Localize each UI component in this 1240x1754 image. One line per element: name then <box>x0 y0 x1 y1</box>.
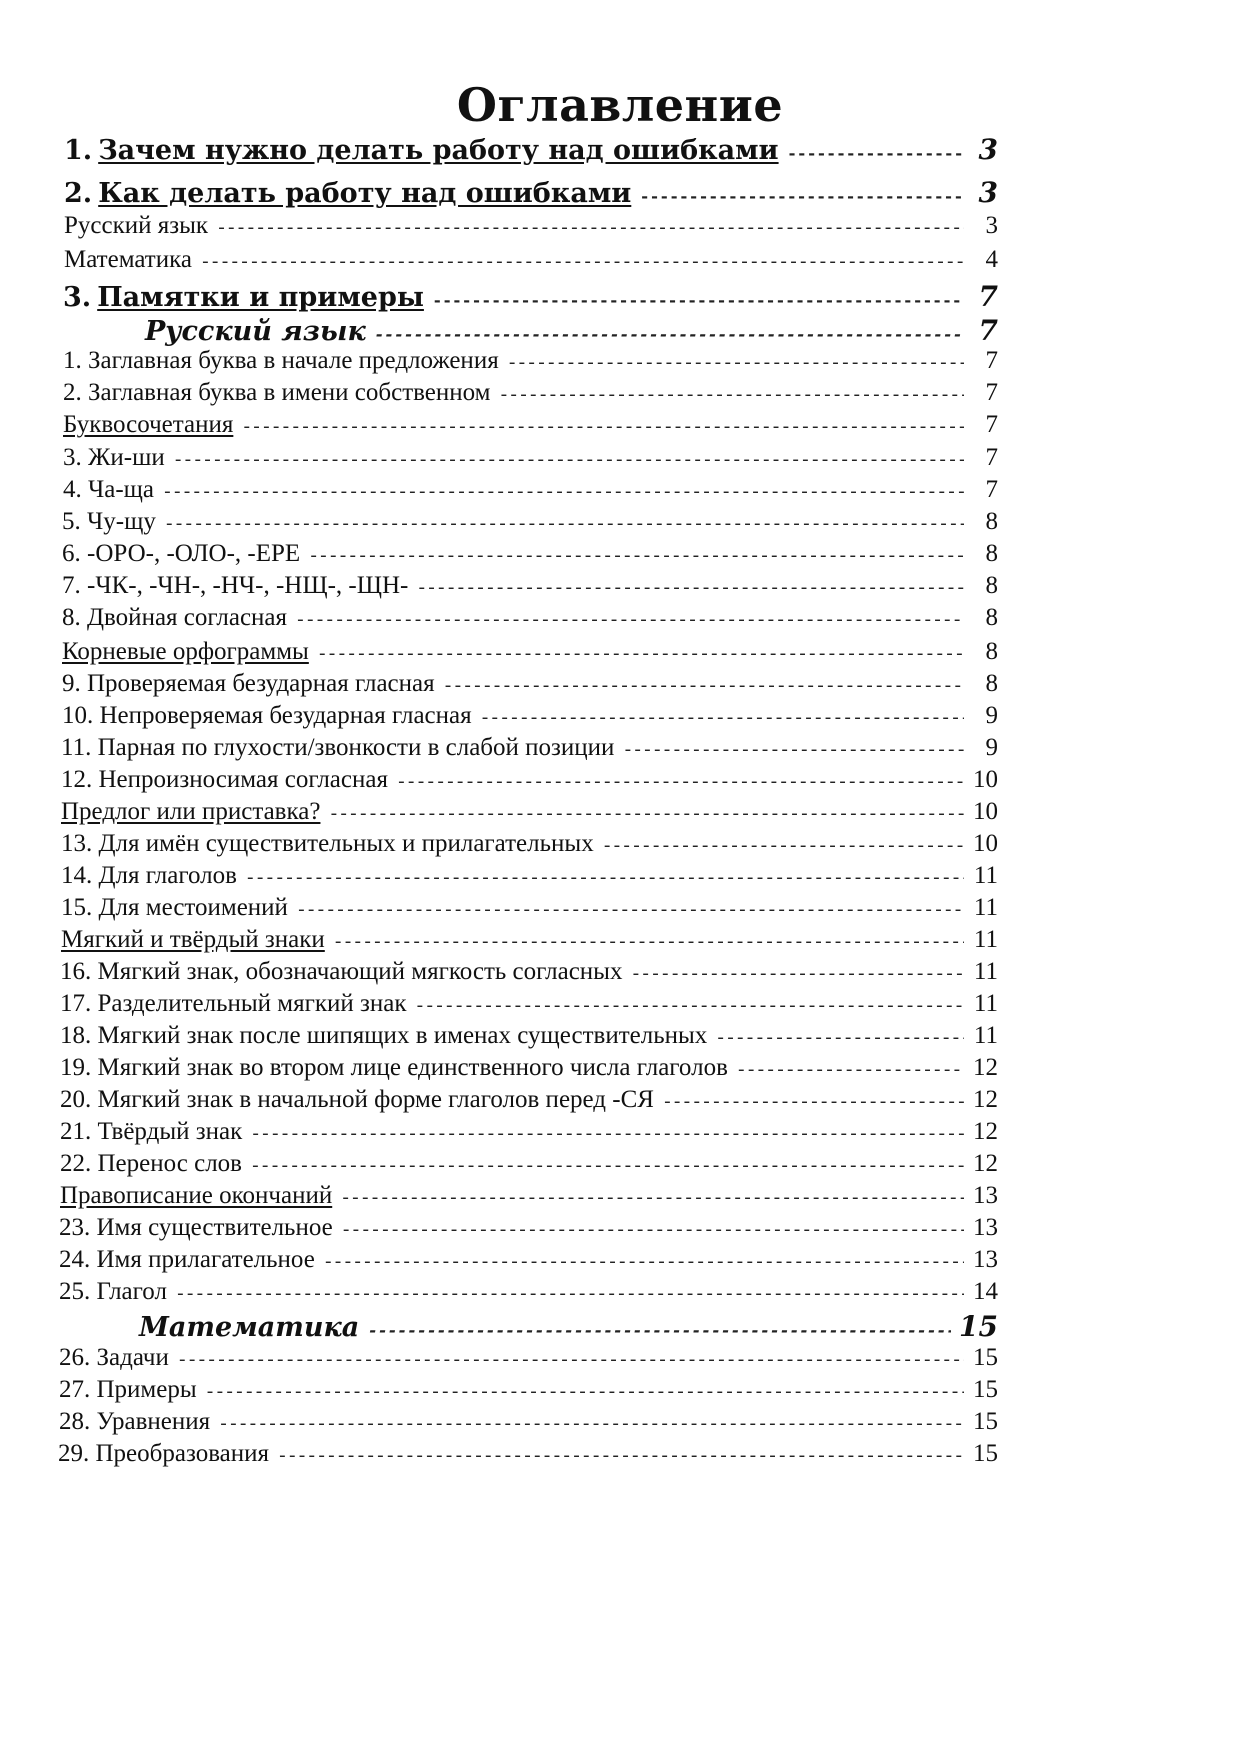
toc-entry-text: 26. Задачи <box>59 1344 169 1371</box>
toc-entry[interactable] <box>61 830 998 864</box>
toc-entry-number: 3. <box>63 282 92 313</box>
toc-entry[interactable] <box>63 476 998 510</box>
toc-page-number: 7 <box>985 476 998 503</box>
toc-entry-text: 5. Чу-щу <box>62 508 156 535</box>
toc-entry[interactable] <box>61 734 998 768</box>
toc-entry[interactable] <box>61 862 998 896</box>
dot-leader <box>416 579 964 599</box>
toc-page-number: 7 <box>985 347 998 374</box>
toc-page-number: 8 <box>985 670 998 697</box>
toc-entry[interactable] <box>60 1118 998 1152</box>
toc-page-number: 15 <box>973 1376 998 1403</box>
toc-entry[interactable] <box>63 280 998 314</box>
toc-entry-label <box>60 1150 250 1178</box>
toc-entry-label <box>62 572 416 600</box>
toc-entry-label <box>61 734 622 762</box>
dot-leader <box>218 1415 964 1435</box>
toc-entry-label <box>62 702 480 730</box>
toc-page-number: 7 <box>985 411 998 438</box>
toc-page-number: 8 <box>985 572 998 599</box>
dot-leader <box>173 451 964 471</box>
toc-entry[interactable] <box>60 990 998 1024</box>
toc-entry-label <box>61 798 328 826</box>
dot-leader <box>177 1351 964 1371</box>
toc-entry-text: 17. Разделительный мягкий знак <box>60 990 407 1017</box>
toc-entry[interactable] <box>60 1086 998 1120</box>
toc-entry-text: 6. -ОРО-, -ОЛО-, -ЕРЕ <box>62 540 301 567</box>
toc-entry-label <box>60 1086 662 1114</box>
toc-entry-label <box>64 178 639 209</box>
dot-leader <box>328 805 964 825</box>
toc-entry[interactable] <box>59 1214 998 1248</box>
toc-entry-number: 2. <box>64 178 93 209</box>
toc-page-number: 12 <box>973 1086 998 1113</box>
toc-page-number: 4 <box>985 246 998 273</box>
toc-entry-text: Корневые орфограммы <box>62 638 309 665</box>
toc-entry-text: 10. Непроверяемая безударная гласная <box>62 702 472 729</box>
toc-entry[interactable] <box>58 1440 998 1474</box>
toc-page-number: 15 <box>973 1408 998 1435</box>
toc-entry-label <box>64 135 787 166</box>
toc-entry-label <box>63 379 499 407</box>
toc-entry-label <box>63 476 162 504</box>
toc-entry-text: 7. -ЧК-, -ЧН-, -НЧ-, -НЩ-, -ЩН- <box>62 572 409 599</box>
toc-entry-text: 15. Для местоимений <box>61 894 288 921</box>
toc-page-number: 13 <box>973 1246 998 1273</box>
toc-page-number: 9 <box>985 702 998 729</box>
toc-entry[interactable] <box>61 894 998 928</box>
dot-leader <box>333 933 964 953</box>
toc-entry-label <box>60 1022 715 1050</box>
toc-entry[interactable] <box>61 926 998 960</box>
toc-entry-text: 14. Для глаголов <box>61 862 237 889</box>
toc-entry-text: Мягкий и твёрдый знаки <box>61 926 325 953</box>
dot-leader <box>340 1189 964 1209</box>
toc-page-number: 13 <box>973 1214 998 1241</box>
toc-entry[interactable] <box>63 444 998 478</box>
toc-entry-text: 18. Мягкий знак после шипящих в именах существительных <box>60 1022 708 1049</box>
toc-entry-label <box>63 444 173 472</box>
dot-leader <box>662 1093 964 1113</box>
dot-leader <box>480 709 964 729</box>
dot-leader <box>622 741 964 761</box>
toc-entry[interactable] <box>64 176 998 210</box>
toc-page-number: 12 <box>973 1150 998 1177</box>
toc-entry[interactable] <box>64 212 998 246</box>
toc-entry-text: Предлог или приставка? <box>61 798 321 825</box>
dot-leader <box>296 901 964 921</box>
dot-leader <box>341 1221 964 1241</box>
toc-entry[interactable] <box>59 1408 998 1442</box>
toc-page-number: 14 <box>973 1278 998 1305</box>
dot-leader <box>507 354 964 374</box>
toc-page-number: 12 <box>973 1118 998 1145</box>
toc-entry[interactable] <box>139 1310 998 1344</box>
toc-entry[interactable] <box>59 1344 998 1378</box>
toc-entry-text: 12. Непроизносимая согласная <box>61 766 388 793</box>
toc-entry-label <box>63 282 432 313</box>
toc-entry[interactable] <box>61 766 998 800</box>
dot-leader <box>277 1447 964 1467</box>
toc-entry[interactable] <box>62 638 998 672</box>
toc-entry-text: Буквосочетания <box>63 411 234 438</box>
toc-entry[interactable] <box>60 958 998 992</box>
toc-entry-text: Русский язык <box>145 316 366 347</box>
toc-entry[interactable] <box>62 604 998 638</box>
toc-entry-text: 21. Твёрдый знак <box>60 1118 243 1145</box>
toc-entry[interactable] <box>60 1182 998 1216</box>
toc-page-number: 15 <box>959 1310 998 1343</box>
toc-entry-text: 2. Заглавная буква в имени собственном <box>63 379 491 406</box>
toc-entry[interactable] <box>63 379 998 413</box>
toc-entry-label <box>59 1408 218 1436</box>
toc-entry-text: 4. Ча-ща <box>63 476 155 503</box>
toc-page-number: 7 <box>985 444 998 471</box>
toc-page-number: 10 <box>973 830 998 857</box>
dot-leader <box>250 1157 964 1177</box>
toc-entry[interactable] <box>63 411 998 445</box>
toc-entry-text: Правописание окончаний <box>60 1182 333 1209</box>
dot-leader <box>216 219 964 239</box>
toc-page-number: 8 <box>985 508 998 535</box>
toc-entry-text: Как делать работу над ошибками <box>98 178 632 209</box>
toc-entry-label <box>62 508 164 536</box>
toc-entry-label <box>60 1182 340 1210</box>
toc-entry-text: Русский язык <box>64 212 209 239</box>
toc-entry-text: 28. Уравнения <box>59 1408 211 1435</box>
toc-entry-label <box>61 830 602 858</box>
dot-leader <box>200 253 964 273</box>
toc-page-number: 8 <box>985 604 998 631</box>
toc-page-number: 3 <box>978 133 998 166</box>
toc-entry[interactable] <box>64 133 998 167</box>
toc-entry[interactable] <box>59 1246 998 1280</box>
toc-entry-label <box>59 1246 323 1274</box>
toc-page-number: 3 <box>978 176 998 209</box>
dot-leader <box>736 1061 964 1081</box>
toc-entry[interactable] <box>62 508 998 542</box>
toc-entry-label <box>60 1118 250 1146</box>
toc-entry[interactable] <box>145 314 998 348</box>
toc-entry[interactable] <box>62 540 998 574</box>
toc-page-number: 7 <box>978 314 998 347</box>
toc-entry-label <box>59 1344 177 1372</box>
toc-entry[interactable] <box>59 1278 998 1312</box>
toc-entry-label <box>63 411 241 439</box>
toc-page-number: 11 <box>973 862 998 889</box>
toc-page-number: 7 <box>978 280 998 313</box>
toc-entry-text: Зачем нужно делать работу над ошибками <box>98 135 779 166</box>
dot-leader <box>162 483 964 503</box>
toc-entry-label <box>59 1376 205 1404</box>
dot-leader <box>164 515 964 535</box>
toc-page-number: 7 <box>985 379 998 406</box>
toc-entry-text: 25. Глагол <box>59 1278 167 1305</box>
toc-entry-label <box>60 1054 736 1082</box>
toc-page-number: 10 <box>973 798 998 825</box>
dot-leader <box>374 326 964 346</box>
toc-entry-label <box>62 540 308 568</box>
dot-leader <box>367 1322 951 1342</box>
dot-leader <box>715 1029 964 1049</box>
toc-entry-text: 19. Мягкий знак во втором лице единственного числа глаголов <box>60 1054 728 1081</box>
toc-entry[interactable] <box>60 1022 998 1056</box>
toc-entry-label <box>145 316 374 347</box>
toc-entry-label <box>62 638 317 666</box>
toc-entry[interactable] <box>61 798 998 832</box>
toc-page-number: 11 <box>973 990 998 1017</box>
toc-entry-number: 1. <box>64 135 93 166</box>
toc-entry-text: 20. Мягкий знак в начальной форме глаголов перед -СЯ <box>60 1086 654 1113</box>
toc-entry-label <box>139 1312 367 1343</box>
toc-entry[interactable] <box>63 347 998 381</box>
dot-leader <box>602 837 964 857</box>
toc-entry[interactable] <box>60 1150 998 1184</box>
toc-entry-label <box>61 766 396 794</box>
toc-entry-text: 3. Жи-ши <box>63 444 165 471</box>
toc-entry[interactable] <box>62 702 998 736</box>
dot-leader <box>639 188 964 208</box>
toc-page-number: 13 <box>973 1182 998 1209</box>
dot-leader <box>250 1125 964 1145</box>
toc-entry-text: 23. Имя существительное <box>59 1214 333 1241</box>
toc-entry-text: 16. Мягкий знак, обозначающий мягкость согласных <box>60 958 623 985</box>
toc-entry[interactable] <box>60 1054 998 1088</box>
dot-leader <box>308 547 964 567</box>
toc-entry-text: 13. Для имён существительных и прилагательных <box>61 830 594 857</box>
page-title: Оглавление <box>456 78 784 132</box>
dot-leader <box>323 1253 964 1273</box>
dot-leader <box>175 1285 964 1305</box>
dot-leader <box>499 386 965 406</box>
toc-page-number: 8 <box>985 638 998 665</box>
dot-leader <box>432 292 964 312</box>
toc-page-number: 12 <box>973 1054 998 1081</box>
dot-leader <box>415 997 964 1017</box>
dot-leader <box>630 965 964 985</box>
toc-entry-text: 1. Заглавная буква в начале предложения <box>63 347 499 374</box>
toc-entry-label <box>64 212 216 240</box>
toc-entry-label <box>58 1440 277 1468</box>
toc-page-number: 10 <box>973 766 998 793</box>
toc-page-number: 11 <box>973 1022 998 1049</box>
dot-leader <box>317 645 964 665</box>
dot-leader <box>787 145 964 165</box>
toc-entry-label <box>60 990 415 1018</box>
dot-leader <box>443 677 964 697</box>
toc-entry[interactable] <box>59 1376 998 1410</box>
toc-entry[interactable] <box>64 246 998 280</box>
toc-entry[interactable] <box>62 572 998 606</box>
dot-leader <box>241 418 964 438</box>
toc-entry-text: Математика <box>139 1312 360 1343</box>
toc-entry-text: 9. Проверяемая безударная гласная <box>62 670 435 697</box>
toc-entry-text: 29. Преобразования <box>58 1440 270 1467</box>
toc-entry-label <box>64 246 200 274</box>
toc-entry-label <box>61 862 245 890</box>
toc-entry-label <box>61 894 296 922</box>
toc-page-number: 3 <box>985 212 998 239</box>
dot-leader <box>295 611 964 631</box>
dot-leader <box>245 869 964 889</box>
toc-entry-text: 11. Парная по глухости/звонкости в слабой позиции <box>61 734 615 761</box>
dot-leader <box>396 773 964 793</box>
toc-entry-label <box>59 1214 341 1242</box>
dot-leader <box>205 1383 964 1403</box>
toc-entry-label <box>61 926 333 954</box>
toc-page-number: 11 <box>973 926 998 953</box>
toc-entry-text: 22. Перенос слов <box>60 1150 242 1177</box>
toc-page-number: 8 <box>985 540 998 567</box>
toc-entry-label <box>60 958 630 986</box>
toc-entry-text: Математика <box>64 246 192 273</box>
toc-entry-text: 8. Двойная согласная <box>62 604 288 631</box>
toc-entry-label <box>63 347 507 375</box>
toc-page-number: 15 <box>973 1344 998 1371</box>
toc-entry-label <box>59 1278 175 1306</box>
toc-entry-text: 24. Имя прилагательное <box>59 1246 315 1273</box>
toc-page-number: 9 <box>985 734 998 761</box>
toc-page-number: 15 <box>973 1440 998 1467</box>
toc-page-number: 11 <box>973 894 998 921</box>
toc-entry-text: 27. Примеры <box>59 1376 197 1403</box>
toc-entry-text: Памятки и примеры <box>97 282 424 313</box>
toc-page-number: 11 <box>973 958 998 985</box>
toc-entry-label <box>62 604 295 632</box>
toc-entry[interactable] <box>62 670 998 704</box>
toc-entry-label <box>62 670 443 698</box>
